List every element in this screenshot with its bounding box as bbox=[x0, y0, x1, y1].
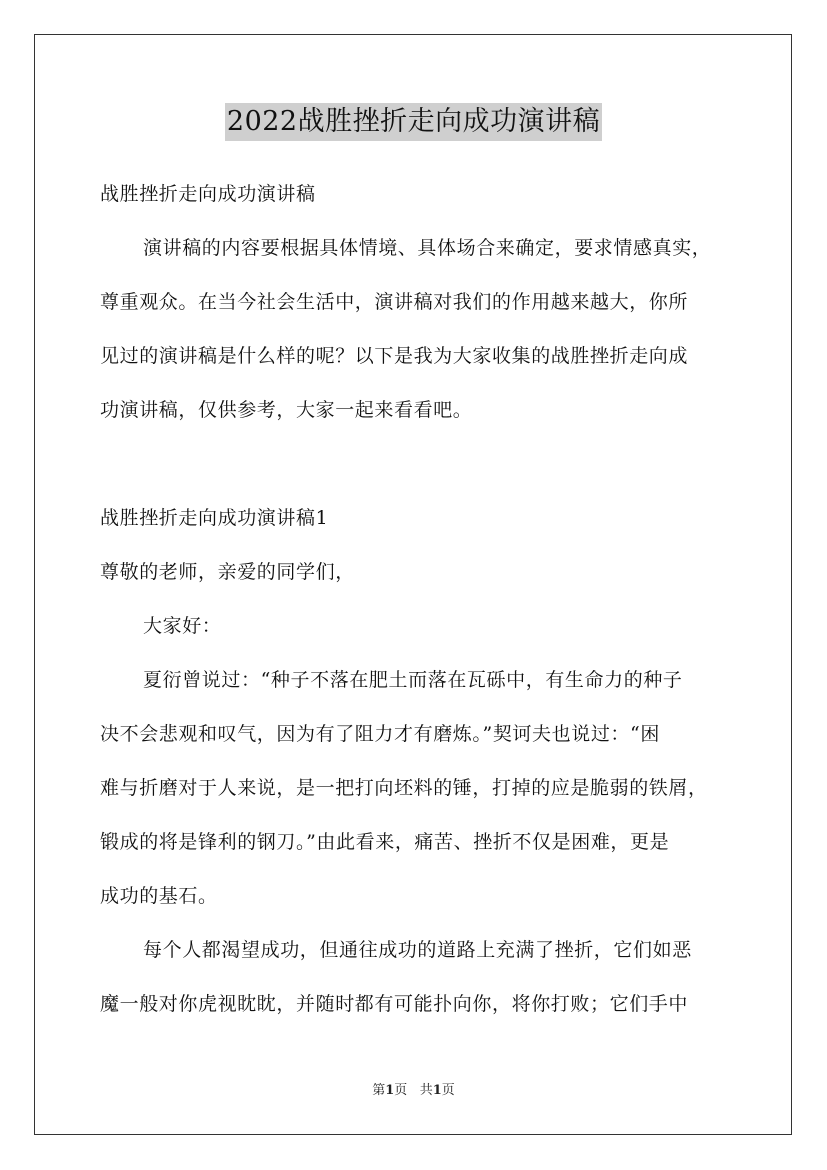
footer-page-current: 1 bbox=[385, 1083, 395, 1098]
salutation-line: 尊敬的老师，亲爱的同学们， bbox=[100, 561, 355, 583]
subtitle-line: 战胜挫折走向成功演讲稿 bbox=[100, 183, 316, 205]
body-line-2: 决不会悲观和叹气，因为有了阻力才有磨炼。”契诃夫也说过：“困 bbox=[100, 723, 660, 745]
footer-page-suffix: 页 bbox=[441, 1083, 455, 1098]
body-line-7: 魔一般对你虎视眈眈，并随时都有可能扑向你，将你打败；它们手中 bbox=[100, 993, 689, 1015]
intro-line-1: 演讲稿的内容要根据具体情境、具体场合来确定，要求情感真实， bbox=[143, 237, 712, 259]
body-line-4: 锻成的将是锋利的钢刀。”由此看来，痛苦、挫折不仅是困难，更是 bbox=[100, 831, 670, 853]
title-container bbox=[0, 103, 827, 141]
document-title: 2022战胜挫折走向成功演讲稿 bbox=[225, 103, 602, 141]
intro-line-3: 见过的演讲稿是什么样的呢？以下是我为大家收集的战胜挫折走向成 bbox=[100, 345, 689, 367]
body-line-1: 夏衍曾说过：“种子不落在肥土而落在瓦砾中，有生命力的种子 bbox=[143, 669, 683, 691]
body-line-6: 每个人都渴望成功，但通往成功的道路上充满了挫折，它们如恶 bbox=[143, 939, 692, 961]
body-line-3: 难与折磨对于人来说，是一把打向坯料的锤，打掉的应是脆弱的铁屑， bbox=[100, 777, 708, 799]
footer-page-prefix: 第 bbox=[372, 1083, 386, 1098]
intro-line-4: 功演讲稿，仅供参考，大家一起来看看吧。 bbox=[100, 399, 473, 421]
footer-page-total: 1 bbox=[432, 1083, 442, 1098]
page-footer bbox=[0, 1083, 827, 1099]
body-line-5: 成功的基石。 bbox=[100, 885, 218, 907]
greeting-line: 大家好： bbox=[143, 615, 222, 637]
footer-page-mid: 页 共 bbox=[394, 1083, 433, 1098]
section-heading: 战胜挫折走向成功演讲稿1 bbox=[100, 507, 329, 529]
intro-line-2: 尊重观众。在当今社会生活中，演讲稿对我们的作用越来越大，你所 bbox=[100, 291, 689, 313]
